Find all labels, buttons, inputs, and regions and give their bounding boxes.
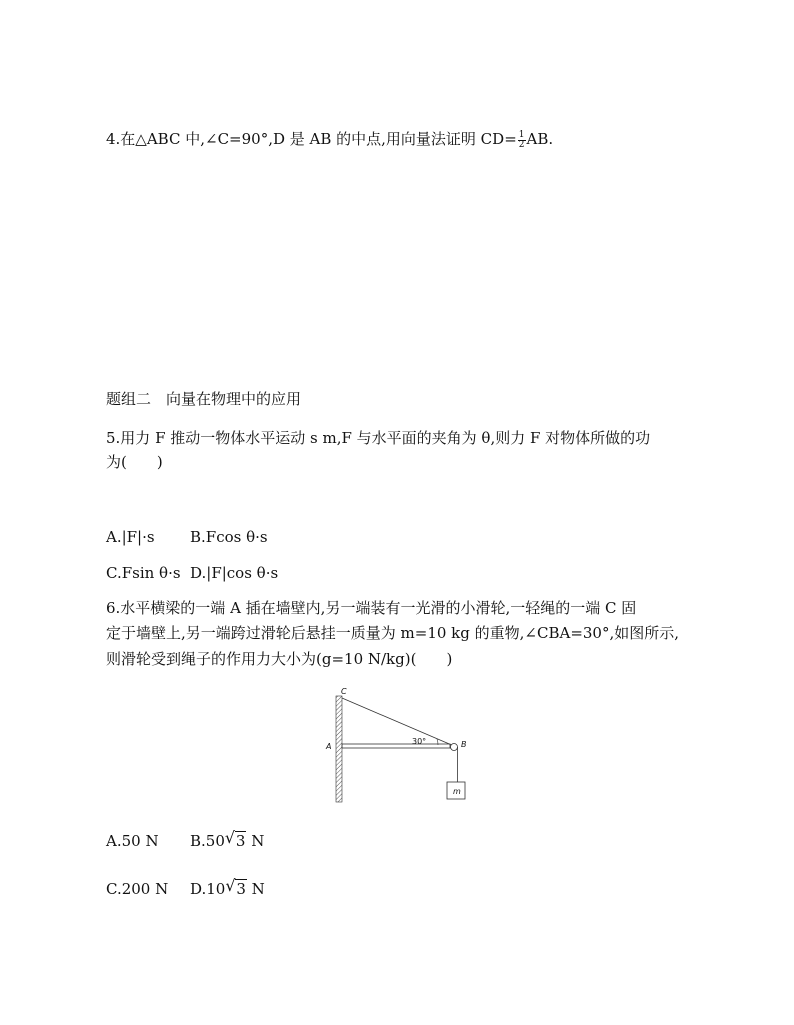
q6-options-row-2 [106,878,265,900]
label-m: m [453,787,461,796]
pulley-figure [322,686,472,808]
q5-options-row-2 [106,562,278,584]
q6-option-d[interactable] [190,878,265,900]
pulley [451,744,458,751]
angle-label: 30° [412,737,427,746]
q6-option-a[interactable]: A.50 N [106,832,159,850]
fraction-one-half [518,131,526,150]
q5-options-row-1 [106,526,268,548]
fraction-numerator: 1 [518,129,525,140]
section-title: 题组二 向量在物理中的应用 [106,390,302,408]
q6-options-row-1 [106,830,264,852]
q5-line-2: 为( ) [106,453,163,471]
q4-text: 4.在△ABC 中,∠C=90°,D 是 AB 的中点,用向量法证明 CD= [106,130,517,148]
q6-line-2: 定于墙壁上,另一端跨过滑轮后悬挂一质量为 m=10 kg 的重物,∠CBA=30°,如图所示, [106,624,680,642]
label-b: B [461,740,467,749]
label-a: A [326,742,332,751]
q5-option-a[interactable]: A.|F|·s [106,528,155,546]
q6-option-d-root: 3 [236,880,246,898]
fraction-denominator: 2 [518,139,525,150]
q6-line-1: 6.水平横梁的一端 A 插在墙壁内,另一端装有一光滑的小滑轮,一轻绳的一端 C 固 [106,599,637,617]
sqrt-symbol: √ 3 [225,876,246,898]
q6-option-b[interactable] [190,830,264,852]
wall [336,696,342,802]
q4-suffix: AB. [526,130,554,148]
q6-option-d-prefix: D.10 [190,880,226,898]
sqrt-symbol: √ 3 [224,828,246,850]
q5-option-d[interactable]: D.|F|cos θ·s [190,564,279,582]
q6-option-c[interactable]: C.200 N [106,880,169,898]
q6-option-b-suffix: N [246,832,265,850]
question-4 [106,128,553,150]
rope-cb [342,698,454,746]
q6-line-3: 则滑轮受到绳子的作用力大小为(g=10 N/kg)( ) [106,650,453,668]
q6-option-b-prefix: B.50 [190,832,225,850]
q5-option-c[interactable]: C.Fsin θ·s [106,564,181,582]
q6-option-b-root: 3 [235,832,246,850]
label-c: C [341,687,347,696]
q6-option-d-suffix: N [246,880,265,898]
q5-option-b[interactable]: B.Fcos θ·s [190,528,268,546]
beam-ab [342,744,450,748]
q5-line-1: 5.用力 F 推动一物体水平运动 s m,F 与水平面的夹角为 θ,则力 F 对物体所做的功 [106,429,651,447]
